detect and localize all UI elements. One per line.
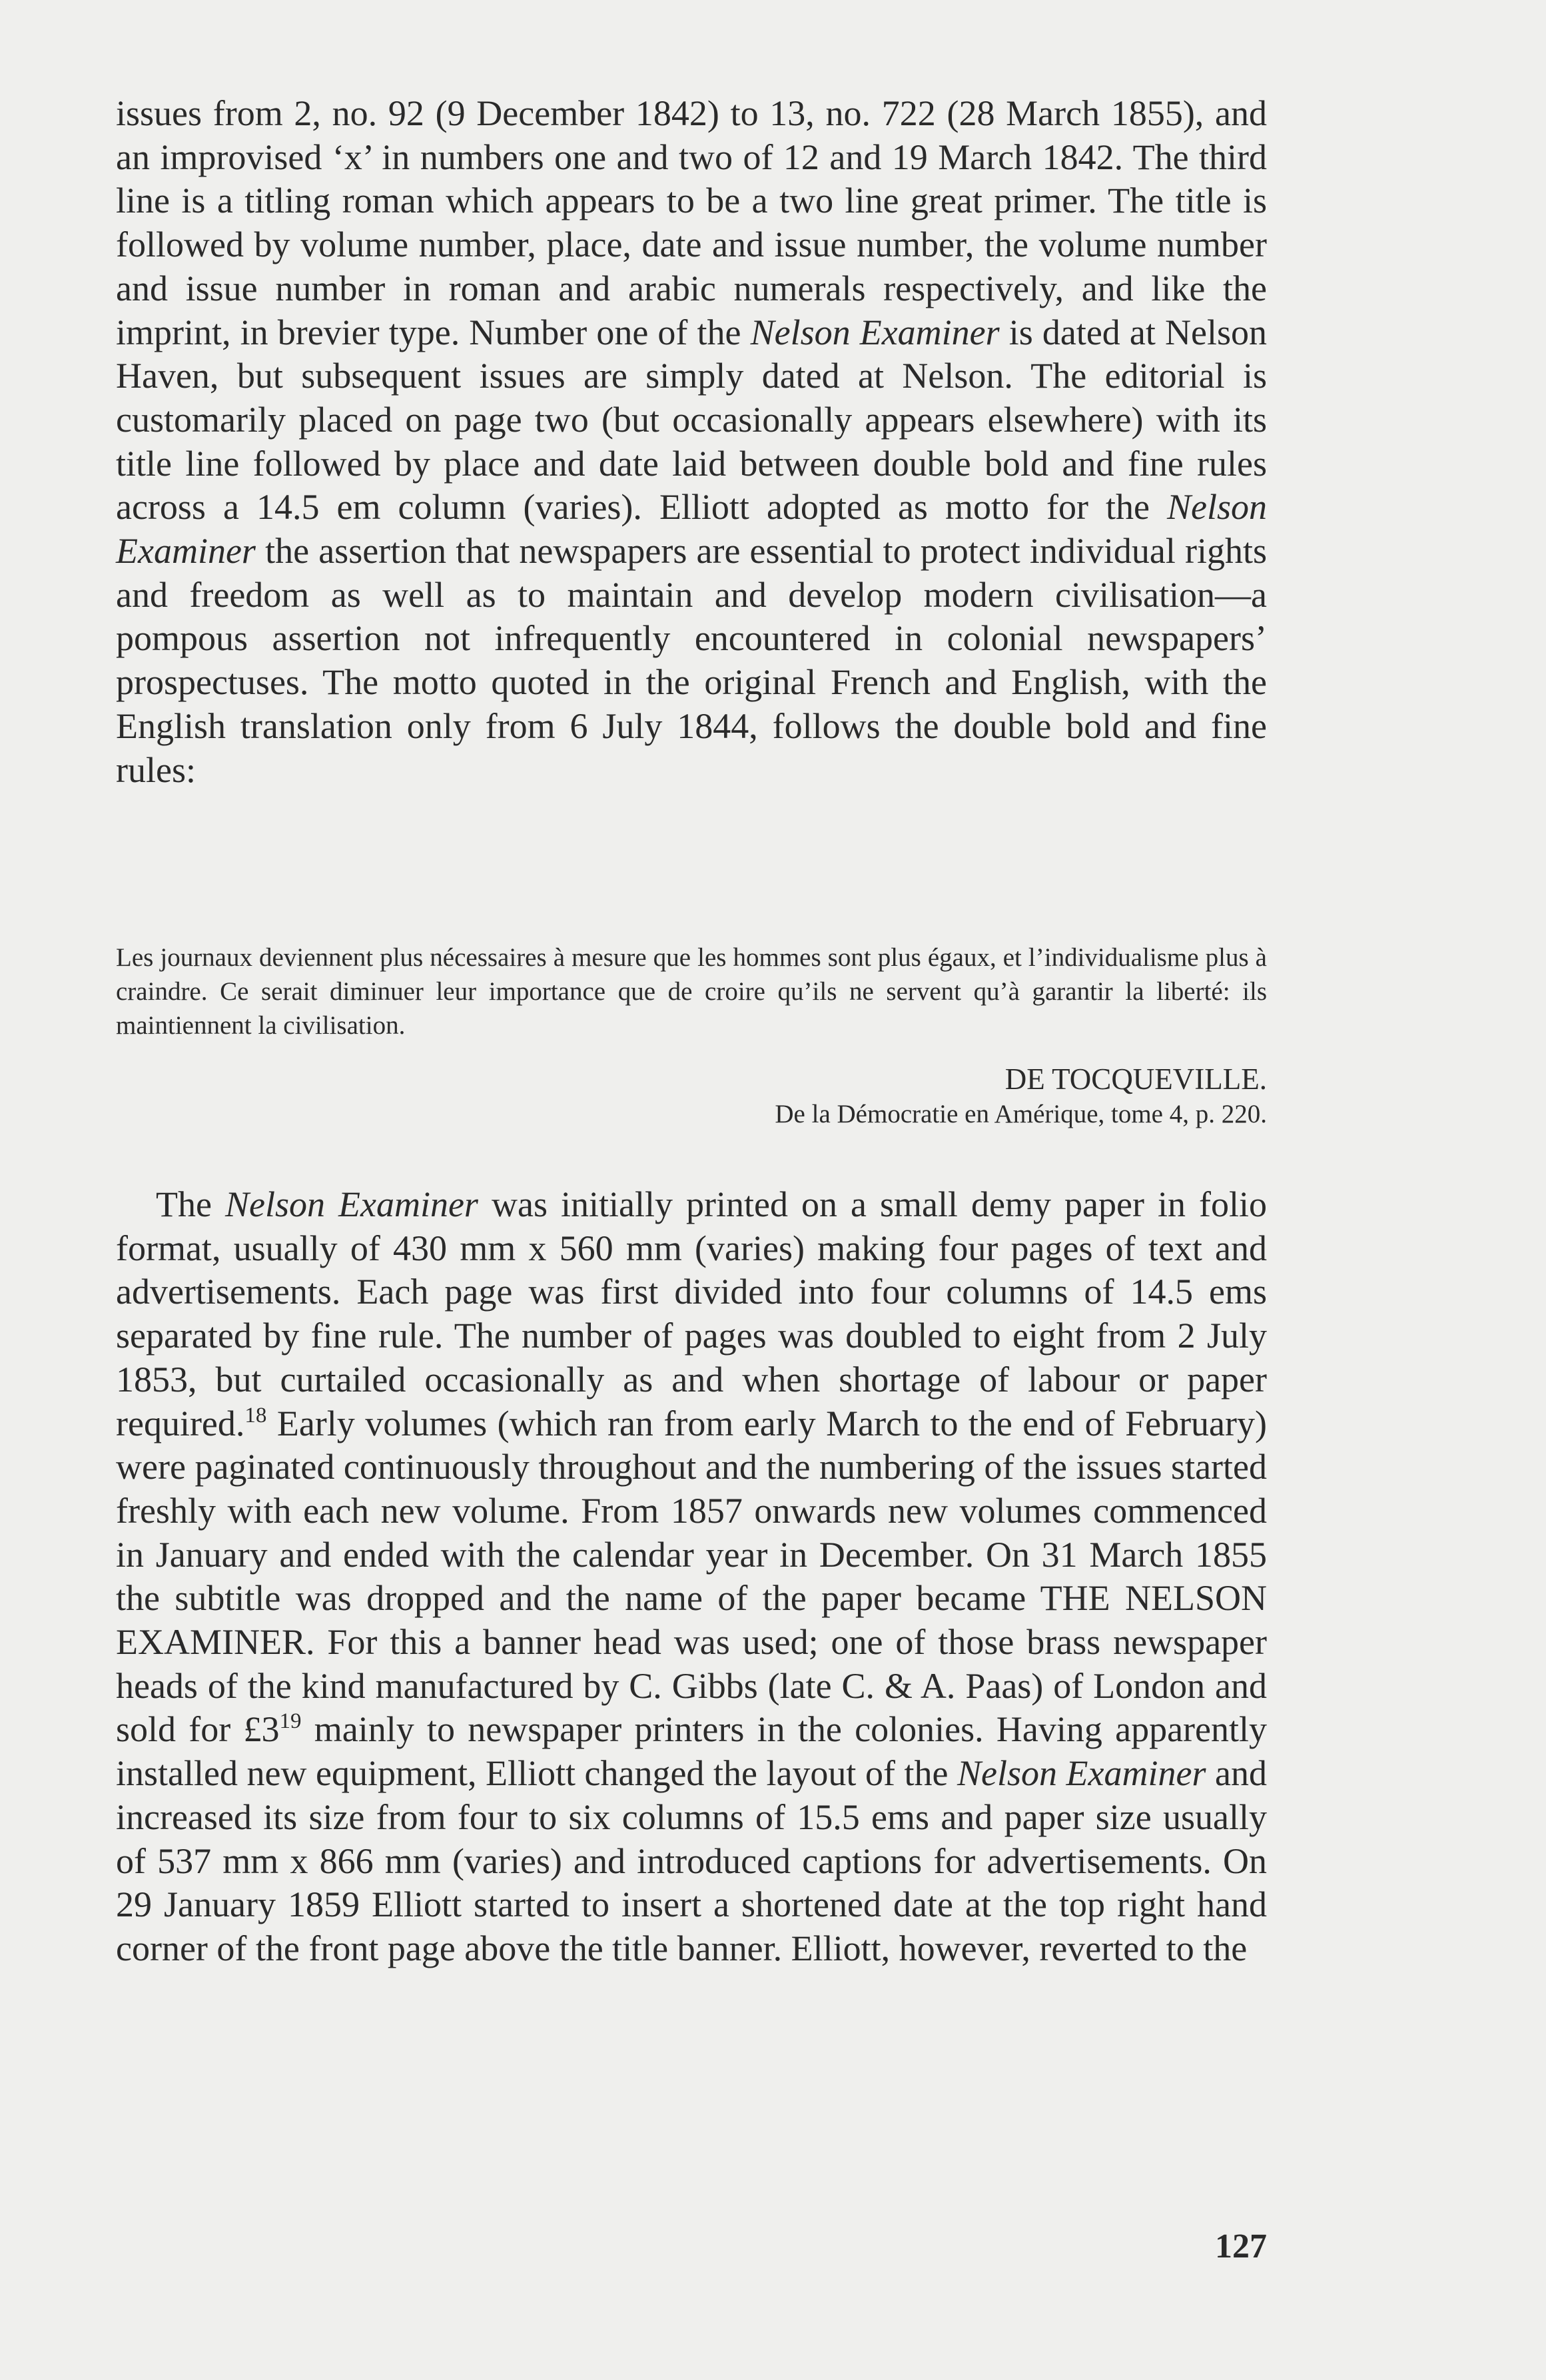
italic-title: Nelson Examiner — [224, 1184, 478, 1224]
body-paragraph-top — [116, 92, 1267, 792]
italic-title: Nelson Examiner — [957, 1753, 1206, 1794]
italic-title: Nelson Examiner — [750, 312, 1000, 352]
block-quote — [116, 941, 1267, 1042]
body-paragraph-bottom — [116, 1183, 1267, 1971]
text-run: is dated at Nelson Haven, but subsequent issues are simply dated at Nelson. The editorial is customarily placed on page two (but occasionally appears elsewhere) with its title line followed by place and date laid between double bold and fine rules across a 14.5 em column (varies). Elliott adopted as motto for the — [116, 312, 1267, 528]
text-run: and increased its size from four to six columns of 15.5 ems and paper size usually of 537 mm x 866 mm (varies) and introduced captions for advertisements. On 29 January 1859 Elliott started to insert a shortened date at the top right hand corner of the front page above the title banner. Elliott, however, reverted to the — [116, 1753, 1268, 1968]
italic-title: Nelson Examiner — [116, 487, 1267, 572]
quote-author: DE TOCQUEVILLE. — [1004, 1062, 1267, 1096]
text-run: Early volumes (which ran from early March to the end of February) were paginated continuously throughout and the numbering of the issues started freshly with each new volume. From 1857 onwards new volumes commenced in January and ended with the calendar year in December. On 31 March 1855 the subtitle was dropped and the name of the paper became THE NELSON EXAMINER. For this a banner head was used; one of those brass newspaper heads of the kind manufactured by C. Gibbs (late C. & A. Paas) of London and sold for £3 — [116, 1403, 1267, 1750]
text-run: The — [156, 1184, 225, 1224]
text-run: the assertion that newspapers are essential to protect individual rights and freedom as well as to maintain and develop modern civilisation—a pompous assertion not infrequently encountered in colonial newspapers’ prospectuses. The motto quoted in the original French and English, with the English translation only from 6 July 1844, follows the double bold and fine rules: — [116, 531, 1267, 790]
quote-text: Les journaux deviennent plus nécessaires à mesure que les hommes sont plus égaux, et l’individualisme plus à craindre. Ce serait diminuer leur importance que de croire qu’ils ne servent qu’à garantir la liberté: ils maintiennent la civilisation. — [116, 943, 1267, 1040]
quote-source: De la Démocratie en Amérique, tome 4, p. 220. — [775, 1100, 1267, 1128]
footnote-ref: 18 — [244, 1403, 267, 1427]
text-run: issues from 2, no. 92 (9 December 1842) to 13, no. 722 (28 March 1855), and an improvised ‘x’ in numbers one and two of 12 and 19 March 1842. The third line is a titling roman which appears to be a two line great primer. The title is followed by volume number, place, date and issue number, the volume number and issue number in roman and arabic numerals respectively, and like the imprint, in brevier type. Number one of the — [116, 93, 1267, 352]
text-run: mainly to newspaper printers in the colonies. Having apparently installed new equipment, Elliott changed the layout of the — [116, 1709, 1267, 1794]
text-run: was initially printed on a small demy paper in folio format, usually of 430 mm x 560 mm (varies) making four pages of text and advertisements. Each page was first divided into four columns of 14.5 ems separated by fine rule. The number of pages was doubled to eight from 2 July 1853, but curtailed occasionally as and when shortage of labour or paper required. — [116, 1184, 1267, 1443]
footnote-ref: 19 — [279, 1709, 302, 1734]
page-number: 127 — [1215, 2227, 1267, 2265]
